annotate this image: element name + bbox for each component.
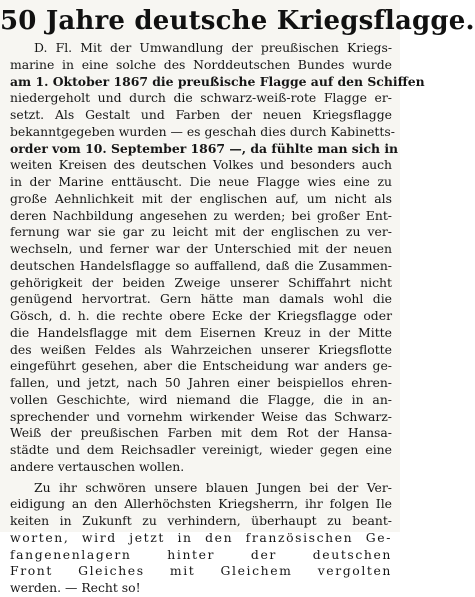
text-line: bekanntgegeben wurden — es geschah dies durch Kabinetts- — [10, 123, 395, 139]
text-line: gehörigkeit der beiden Zweige unserer Schiffahrt nicht — [10, 274, 392, 290]
text-line: Weiß der preußischen Farben mit dem Rot der Hansa- — [10, 425, 392, 441]
text-line: städte und dem Reichsadler vereinigt, wieder gegen eine — [10, 442, 392, 457]
text-line: Zu ihr schwören unsere blauen Jungen bei der Ver- — [34, 479, 392, 495]
text-line: niedergeholt und durch die schwarz-weiß-rote Flagge er- — [10, 90, 392, 106]
text-line: eingeführt gesehen, aber die Entscheidung war anders ge- — [10, 358, 392, 374]
article-body — [10, 40, 425, 597]
text-line: order vom 10. September 1867 —, da fühlte man sich in — [10, 140, 399, 156]
text-line: vollen Geschichte, wird niemand die Flagge, die in an- — [10, 391, 392, 407]
text-line: die Handelsflagge mit dem Eisernen Kreuz in der Mitte — [10, 324, 392, 340]
text-line: des weißen Feldes als Wahrzeichen unserer Kriegsflotte — [10, 341, 392, 357]
text-line: fallen, und jetzt, nach 50 Jahren einer beispiellos ehren- — [10, 375, 392, 390]
text-line: genügend hervortrat. Gern hätte man damals wohl die — [10, 291, 392, 307]
text-line: deren Nachbildung angesehen zu werden; bei großer Ent- — [10, 207, 392, 223]
text-line: marine in eine solche des Norddeutschen Bundes wurde — [10, 56, 392, 72]
paragraph-2 — [10, 480, 392, 597]
paragraph-1 — [10, 40, 425, 476]
text-line: worten, wird jetzt in den französischen Ge- — [10, 529, 392, 545]
text-line: Front Gleiches mit Gleichem vergolten — [10, 563, 392, 579]
text-line: weiten Kreisen des deutschen Volkes und besonders auch — [10, 157, 392, 173]
text-line: am 1. Oktober 1867 die preußische Flagge auf den Schiffen — [10, 73, 425, 89]
text-line: eidigung an den Allerhöchsten Kriegsherrn, ihr folgen Ile — [10, 496, 392, 512]
text-line: werden. — Recht so! — [10, 580, 141, 595]
text-line: deutschen Handelsflagge so auffallend, daß die Zusammen- — [10, 257, 392, 273]
text-line: sprechender und vornehm wirkender Weise das Schwarz- — [10, 408, 392, 424]
text-line: große Aehnlichkeit mit der englischen auf, um nicht als — [10, 190, 392, 206]
text-line: Gösch, d. h. die rechte obere Ecke der Kriegsflagge oder — [10, 308, 392, 323]
text-line: fangenenlagern hinter der deutschen — [10, 546, 392, 562]
text-line: andere vertauschen wollen. — [10, 458, 185, 474]
text-line: setzt. Als Gestalt und Farben der neuen Kriegsflagge — [10, 107, 392, 122]
text-line: fernung war sie gar zu leicht mit der englischen zu ver- — [10, 224, 392, 240]
text-line: in der Marine enttäuscht. Die neue Flagge wies eine zu — [10, 174, 392, 189]
article-headline: 50 Jahre deutsche Kriegsflagge. — [0, 6, 475, 36]
text-line: D. Fl. Mit der Umwandlung der preußischen Kriegs- — [34, 40, 392, 55]
text-line: wechseln, und ferner war der Unterschied mit der neuen — [10, 241, 392, 256]
text-line: keiten in Zukunft zu verhindern, überhaupt zu beant- — [10, 513, 392, 528]
